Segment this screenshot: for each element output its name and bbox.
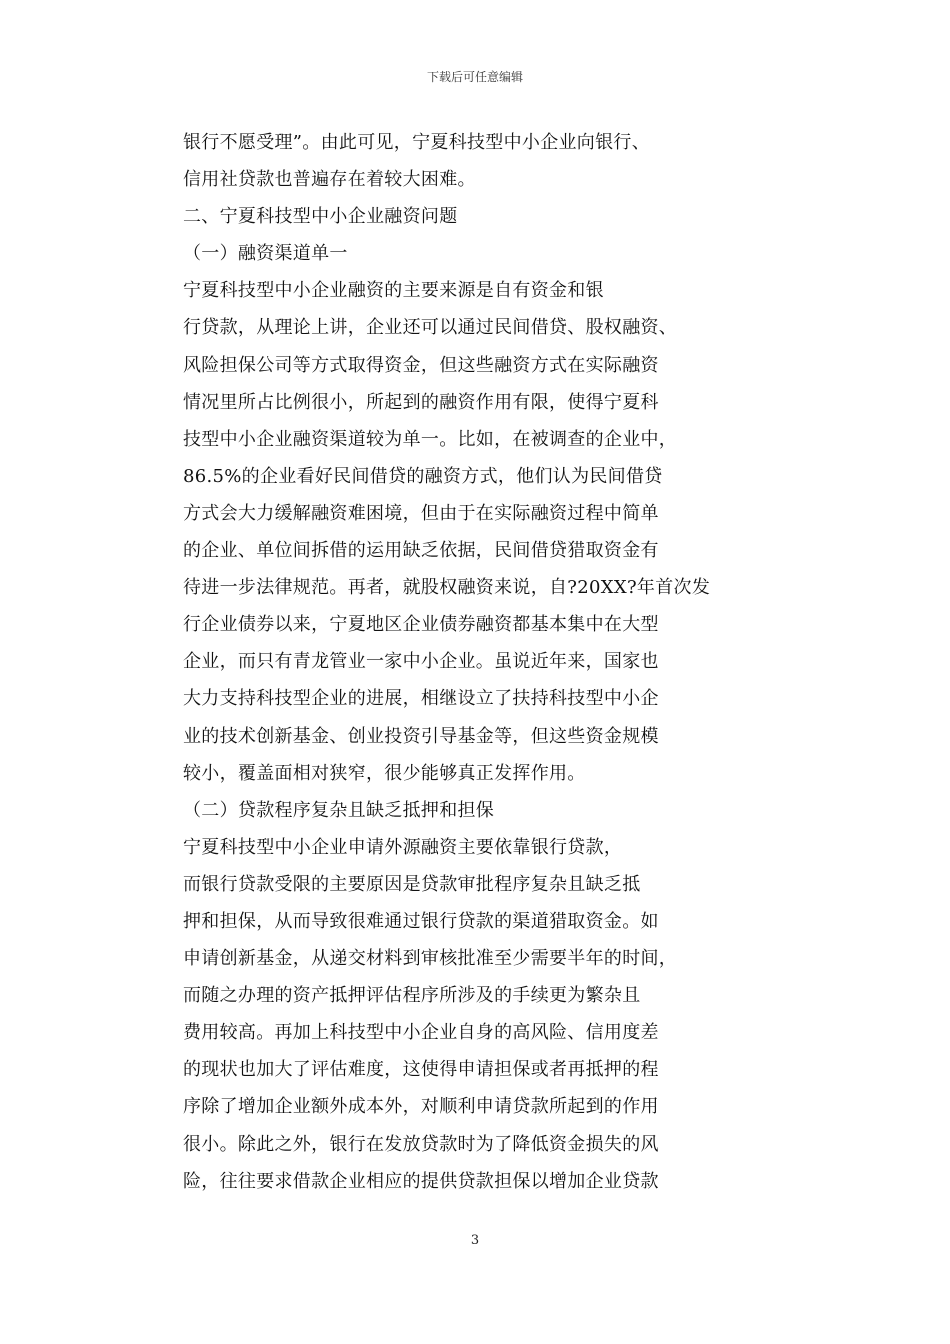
text-line: 较小，覆盖面相对狭窄，很少能够真正发挥作用。 [183,762,586,784]
text-line: 银行不愿受理”。由此可见，宁夏科技型中小企业向银行、 [183,132,650,153]
text-line: 很小。除此之外，银行在发放贷款时为了降低资金损失的风 [183,1133,659,1155]
text-line: 的企业、单位间拆借的运用缺乏依据，民间借贷猎取资金有 [183,540,659,562]
page-number: 3 [470,1233,480,1248]
subsection-heading: （二）贷款程序复杂且缺乏抵押和担保 [183,799,495,821]
text-line: 押和担保，从而导致很难通过银行贷款的渠道猎取资金。如 [183,910,659,932]
text-line: 企业，而只有青龙管业一家中小企业。虽说近年来，国家也 [183,651,659,673]
text-line: 业的技术创新基金、创业投资引导基金等，但这些资金规模 [183,725,659,747]
text-line: 申请创新基金，从递交材料到审核批准至少需要半年的时间， [183,948,678,970]
text-line: 序除了增加企业额外成本外，对顺利申请贷款所起到的作用 [183,1096,659,1118]
text-line: 而随之办理的资产抵押评估程序所涉及的手续更为繁杂且 [183,985,641,1007]
text-line: 信用社贷款也普遍存在着较大困难。 [183,169,476,191]
section-heading: 二、宁夏科技型中小企业融资问题 [183,206,458,228]
subsection-heading: （一）融资渠道单一 [183,243,348,265]
text-line: 宁夏科技型中小企业融资的主要来源是自有资金和银 [183,280,604,302]
text-line: 宁夏科技型中小企业申请外源融资主要依靠银行贷款， [183,836,623,858]
document-body [183,124,743,1200]
page-header: 下载后可任意编辑 [426,70,523,84]
text-line: 险，往往要求借款企业相应的提供贷款担保以增加企业贷款 [183,1170,659,1192]
text-line: 风险担保公司等方式取得资金，但这些融资方式在实际融资 [183,354,659,376]
text-line: 大力支持科技型企业的进展，相继设立了扶持科技型中小企 [183,688,659,710]
text-line: 情况里所占比例很小，所起到的融资作用有限，使得宁夏科 [183,391,659,413]
text-line: 费用较高。再加上科技型中小企业自身的高风险、信用度差 [183,1022,659,1044]
text-line: 行贷款，从理论上讲，企业还可以通过民间借贷、股权融资、 [183,317,678,339]
text-line: 待进一步法律规范。再者，就股权融资来说，自?20XX?年首次发 [183,577,711,599]
text-line: 技型中小企业融资渠道较为单一。比如，在被调查的企业中， [183,428,678,450]
text-line: 的现状也加大了评估难度，这使得申请担保或者再抵押的程 [183,1059,659,1081]
text-line: 方式会大力缓解融资难困境，但由于在实际融资过程中简单 [183,502,659,524]
text-line: 行企业债券以来，宁夏地区企业债券融资都基本集中在大型 [183,614,659,636]
text-line: 而银行贷款受限的主要原因是贷款审批程序复杂且缺乏抵 [183,873,641,895]
text-line: 86.5%的企业看好民间借贷的融资方式，他们认为民间借贷 [183,465,663,487]
